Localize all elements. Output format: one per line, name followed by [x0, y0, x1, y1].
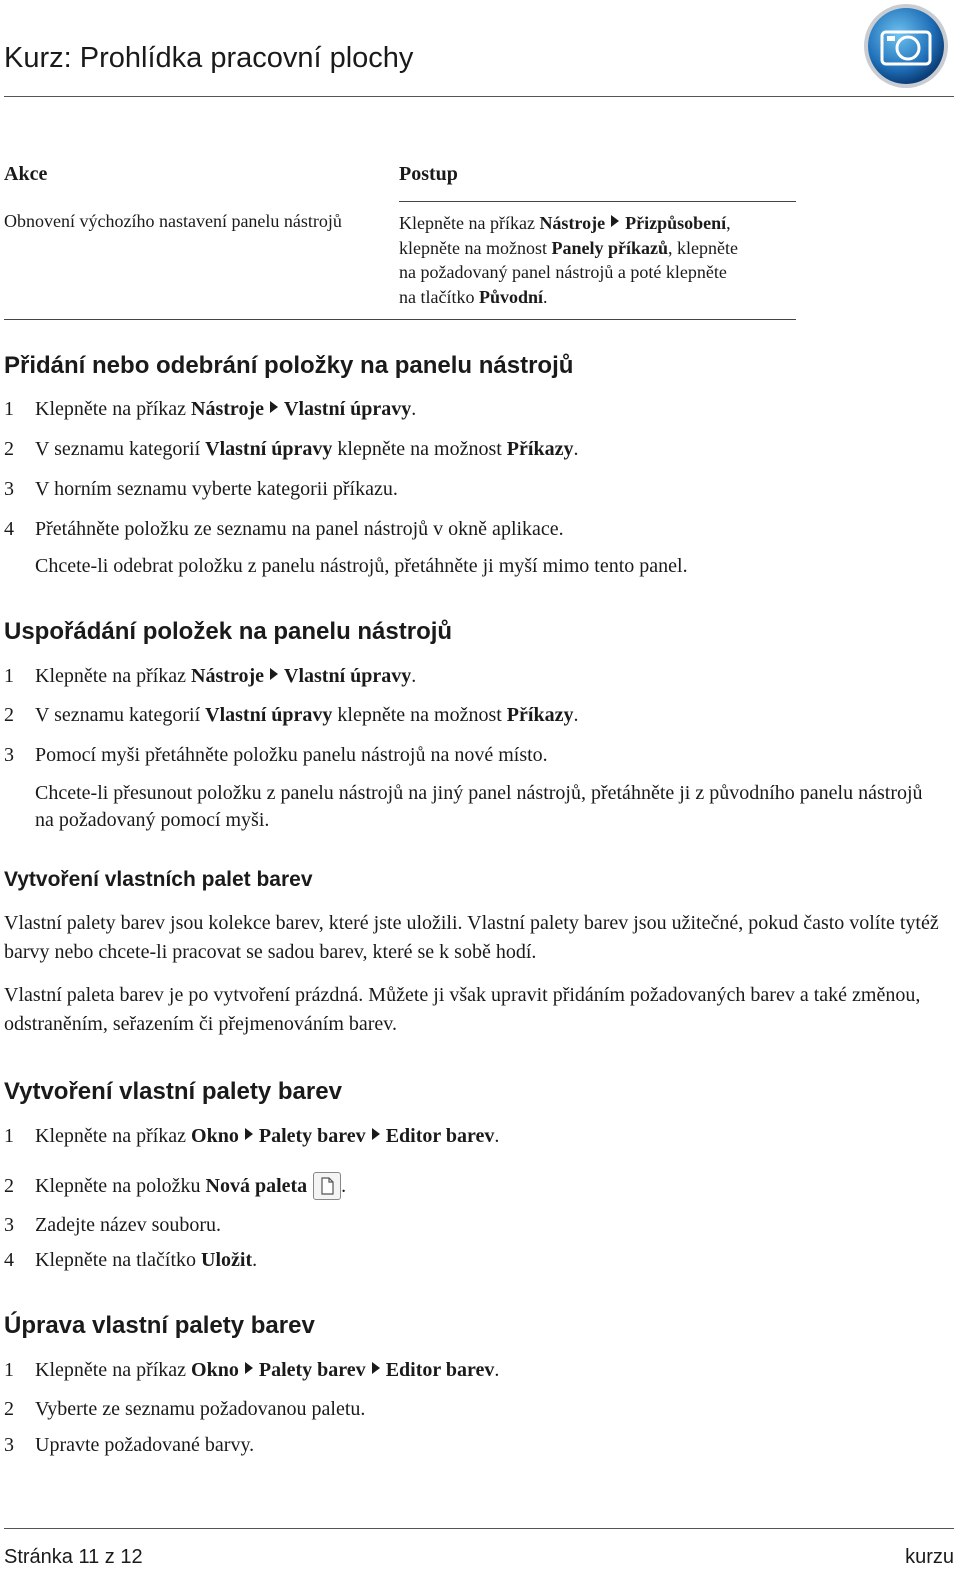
step-item: 1 Klepněte na příkaz Nástroje Vlastní úpravy. — [4, 665, 417, 687]
table-header-steps: Postup — [399, 163, 458, 185]
footer-divider — [4, 1528, 954, 1529]
menu-arrow-icon — [245, 1128, 253, 1140]
menu-arrow-icon — [245, 1362, 253, 1374]
step-item: 3 Zadejte název souboru. — [4, 1214, 222, 1236]
page-number: Stránka 11 z 12 — [4, 1546, 143, 1568]
page-title: Kurz: Prohlídka pracovní plochy — [4, 42, 414, 74]
step-item: 1 Klepněte na příkaz Okno Palety barev Editor barev. — [4, 1125, 500, 1147]
table-cell-steps: Klepněte na příkaz Nástroje Přizpůsobení, klepněte na možnost Panely příkazů, klepněte na požadovaný panel nástrojů a poté klepněte na tlačítko Původní. — [399, 213, 738, 307]
camera-logo-icon — [862, 2, 950, 90]
step-item: 3 Pomocí myši přetáhněte položku panelu nástrojů na nové místo. — [4, 744, 548, 766]
table-divider — [399, 201, 796, 202]
menu-arrow-icon — [270, 668, 278, 680]
step-item: 2 Vyberte ze seznamu požadovanou paletu. — [4, 1398, 366, 1420]
section-heading-edit-palette: Úprava vlastní palety barev — [4, 1312, 315, 1339]
paragraph: Vlastní palety barev jsou kolekce barev, které jste uložili. Vlastní palety barev jsou užitečné, pokud často volíte tytéž barvy nebo chcete-li pracovat se sadou barev, které se k sobě hodí. — [4, 912, 939, 963]
step-item: 2 V seznamu kategorií Vlastní úpravy klepněte na možnost Příkazy. — [4, 704, 579, 726]
step-item: 4 Přetáhněte položku ze seznamu na panel nástrojů v okně aplikace. — [4, 518, 564, 540]
header-divider — [4, 96, 954, 97]
table-cell-action: Obnovení výchozího nastavení panelu nástrojů — [4, 211, 342, 231]
step-item: 1 Klepněte na příkaz Nástroje Vlastní úpravy. — [4, 398, 417, 420]
footer-label: kurzu — [905, 1546, 954, 1568]
menu-arrow-icon — [270, 401, 278, 413]
section-heading-add-remove: Přidání nebo odebrání položky na panelu nástrojů — [4, 352, 574, 379]
step-item: 2 V seznamu kategorií Vlastní úpravy klepněte na možnost Příkazy. — [4, 438, 579, 460]
new-palette-icon — [313, 1172, 341, 1200]
step-note: Chcete-li přesunout položku z panelu nástrojů na jiný panel nástrojů, přetáhněte ji z původního panelu nástrojů na požadovaný pomocí myši. — [35, 782, 923, 831]
step-item: 3 Upravte požadované barvy. — [4, 1434, 255, 1456]
step-item: 1 Klepněte na příkaz Okno Palety barev Editor barev. — [4, 1359, 500, 1381]
step-item: 3 V horním seznamu vyberte kategorii příkazu. — [4, 478, 398, 500]
section-heading-arrange: Uspořádání položek na panelu nástrojů — [4, 618, 453, 645]
section-heading-custom-palettes: Vytvoření vlastních palet barev — [4, 868, 313, 891]
step-note: Chcete-li odebrat položku z panelu nástrojů, přetáhněte ji myší mimo tento panel. — [35, 555, 688, 577]
menu-arrow-icon — [372, 1128, 380, 1140]
table-header-action: Akce — [4, 163, 48, 185]
table-bottom-divider — [4, 319, 796, 320]
paragraph: Vlastní paleta barev je po vytvoření prázdná. Můžete ji však upravit přidáním požadovaných barev a také změnou, odstraněním, seřazením či přejmenováním barev. — [4, 984, 921, 1035]
step-item: 4 Klepněte na tlačítko Uložit. — [4, 1249, 258, 1271]
step-item: 2 Klepněte na položku Nová paleta . — [4, 1172, 346, 1200]
menu-arrow-icon — [372, 1362, 380, 1374]
section-heading-create-palette: Vytvoření vlastní palety barev — [4, 1078, 342, 1105]
menu-arrow-icon — [611, 215, 619, 227]
